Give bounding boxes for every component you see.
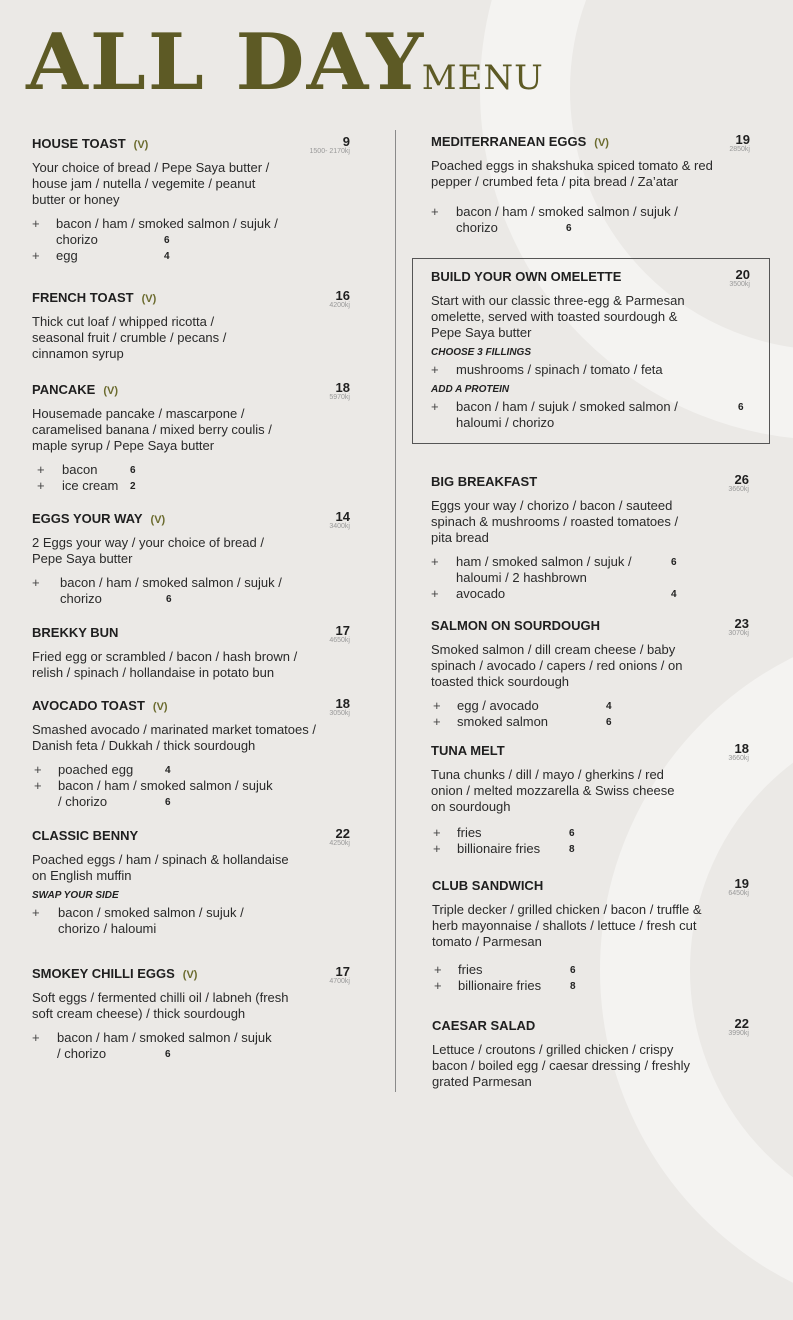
vegetarian-badge: (V) [182, 969, 198, 981]
addon [431, 825, 749, 841]
addon-price: 6 [569, 828, 575, 839]
item-kilojoules: 3660kj [728, 755, 749, 762]
plus-icon: + [34, 778, 42, 793]
item-price: 18 [335, 696, 350, 711]
addon [32, 462, 350, 478]
addon-price: 6 [165, 1049, 171, 1060]
item-price: 18 [734, 741, 749, 756]
menu-item-club-sandwich [432, 878, 749, 994]
addon [431, 586, 749, 602]
menu-item-caesar-salad [432, 1018, 749, 1090]
addon-price: 6 [130, 465, 136, 476]
addon [32, 478, 350, 494]
item-price: 22 [734, 1016, 749, 1031]
column-divider [395, 130, 396, 1092]
addon [32, 248, 350, 264]
item-description: Triple decker / grilled chicken / bacon / truffle & herb mayonnaise / shallots / lettuce / fresh cut tomato / Parmesan [432, 902, 702, 949]
addon [431, 841, 749, 857]
addon-text: egg / avocado [457, 698, 539, 713]
item-price: 17 [335, 623, 350, 638]
vegetarian-badge: (V) [150, 514, 166, 526]
menu-item-build-your-own-omelette [431, 269, 750, 431]
item-description: Smashed avocado / marinated market tomatoes / Danish feta / Dukkah / thick sourdough [32, 722, 316, 753]
addon-text: fries [457, 825, 482, 840]
item-name: SALMON ON SOURDOUGH [431, 618, 600, 633]
item-price: 26 [734, 472, 749, 487]
title-main: ALL DAY [26, 17, 426, 108]
item-kilojoules: 3990kj [728, 1030, 749, 1037]
item-kilojoules: 4700kj [329, 978, 350, 985]
addon-price: 4 [165, 765, 171, 776]
addon-text: poached egg [58, 762, 134, 777]
plus-icon: + [433, 698, 441, 713]
item-description: Poached eggs in shakshuka spiced tomato & red pepper / crumbed feta / pita bread / Za’atar [431, 158, 713, 189]
menu-item-avocado-toast [32, 698, 350, 810]
item-kilojoules: 4650kj [329, 637, 350, 644]
fillings-option [431, 362, 750, 378]
item-price: 14 [335, 509, 350, 524]
item-kilojoules: 4200kj [329, 302, 350, 309]
plus-icon: + [431, 362, 439, 377]
vegetarian-badge: (V) [103, 385, 118, 397]
item-name: SMOKEY CHILLI EGGS [32, 966, 175, 981]
menu-title [26, 17, 544, 108]
plus-icon: + [433, 841, 441, 856]
vegetarian-badge: (V) [141, 293, 157, 305]
menu-item-pancake [32, 382, 350, 494]
addon-text: avocado [456, 586, 506, 601]
plus-icon: + [431, 586, 439, 601]
menu-item-mediterranean-eggs [431, 134, 750, 236]
addon [432, 978, 749, 994]
plus-icon: + [37, 462, 45, 477]
addon-price: 6 [566, 223, 572, 234]
plus-icon: + [434, 978, 442, 993]
item-price: 22 [335, 826, 350, 841]
addon-price: 2 [130, 481, 136, 492]
addon-price: 4 [671, 589, 677, 600]
item-name: CAESAR SALAD [432, 1018, 536, 1033]
menu-item-classic-benny [32, 828, 350, 937]
menu-item-smokey-chilli-eggs [32, 966, 350, 1062]
plus-icon: + [431, 554, 439, 569]
addon [431, 698, 749, 714]
item-name: BREKKY BUN [32, 625, 119, 640]
addon [431, 204, 686, 236]
addon-text: ham / smoked salmon / sujuk / haloumi / 2 hashbrown [456, 554, 632, 585]
addon-price: 4 [606, 701, 612, 712]
fillings-label: CHOOSE 3 FILLINGS [431, 347, 532, 358]
item-price: 16 [335, 288, 350, 303]
item-price: 17 [335, 964, 350, 979]
menu-item-tuna-melt [431, 743, 749, 857]
addon-text: bacon / ham / smoked salmon / sujuk / chorizo [56, 216, 278, 247]
item-description: 2 Eggs your way / your choice of bread / Pepe Saya butter [32, 535, 264, 566]
item-description: Thick cut loaf / whipped ricotta / seasonal fruit / crumble / pecans / cinnamon syrup [32, 314, 227, 361]
plus-icon: + [433, 714, 441, 729]
addon [32, 1030, 277, 1062]
item-price: 20 [735, 267, 750, 282]
item-name: BUILD YOUR OWN OMELETTE [431, 269, 622, 284]
item-description: Eggs your way / chorizo / bacon / sauteed spinach & mushrooms / roasted tomatoes / pita bread [431, 498, 679, 545]
addon-text: bacon / ham / smoked salmon / sujuk / chorizo [60, 575, 282, 606]
addon-price: 6 [165, 797, 171, 808]
addon-price: 6 [166, 594, 172, 605]
item-kilojoules: 3660kj [728, 486, 749, 493]
item-description: Start with our classic three-egg & Parmesan omelette, served with toasted sourdough & Pepe Saya butter [431, 293, 685, 340]
item-description: Lettuce / croutons / grilled chicken / crispy bacon / boiled egg / caesar dressing / freshly grated Parmesan [432, 1042, 690, 1089]
addon [431, 554, 677, 586]
addon [431, 714, 749, 730]
vegetarian-badge: (V) [152, 701, 168, 713]
addon-text: mushrooms / spinach / tomato / feta [456, 362, 663, 377]
item-description: Poached eggs / ham / spinach & hollandaise on English muffin [32, 852, 289, 883]
menu-item-brekky-bun [32, 625, 350, 681]
item-name: CLUB SANDWICH [432, 878, 544, 893]
plus-icon: + [32, 216, 40, 231]
addon-price: 6 [671, 557, 677, 568]
menu-item-eggs-your-way [32, 511, 350, 607]
plus-icon: + [37, 478, 45, 493]
plus-icon: + [32, 575, 40, 590]
item-description: Soft eggs / fermented chilli oil / labneh (fresh soft cream cheese) / thick sourdough [32, 990, 289, 1021]
item-name: AVOCADO TOAST [32, 698, 145, 713]
addon-text: egg [56, 248, 78, 263]
item-name: BIG BREAKFAST [431, 474, 538, 489]
plus-icon: + [431, 204, 439, 219]
item-kilojoules: 2850kj [729, 146, 750, 153]
item-kilojoules: 3070kj [728, 630, 749, 637]
addon-price: 8 [570, 981, 576, 992]
plus-icon: + [32, 248, 40, 263]
addon-text: bacon [62, 462, 98, 477]
addon-text: bacon / ham / smoked salmon / sujuk / chorizo [456, 204, 678, 235]
addon-text: billionaire fries [458, 978, 542, 993]
item-kilojoules: 6450kj [728, 890, 749, 897]
item-name: MEDITERRANEAN EGGS [431, 134, 587, 149]
swap-side-label: SWAP YOUR SIDE [32, 890, 119, 901]
menu-item-big-breakfast [431, 474, 749, 602]
item-price: 9 [342, 134, 350, 149]
addon [32, 575, 290, 607]
item-name: FRENCH TOAST [32, 290, 134, 305]
item-kilojoules: 4250kj [329, 840, 350, 847]
item-kilojoules: 3500kj [729, 281, 750, 288]
protein-label: ADD A PROTEIN [431, 384, 510, 395]
vegetarian-badge: (V) [133, 139, 149, 151]
item-price: 19 [735, 132, 750, 147]
addon [32, 216, 286, 248]
addon-price: 6 [738, 402, 744, 413]
addon-price: 4 [164, 251, 170, 262]
addon-text: smoked salmon [457, 714, 549, 729]
addon-price: 6 [606, 717, 612, 728]
protein-option [431, 399, 744, 431]
menu-item-salmon-on-sourdough [431, 618, 749, 730]
item-name: EGGS YOUR WAY [32, 511, 143, 526]
item-description: Tuna chunks / dill / mayo / gherkins / red onion / melted mozzarella & Swiss cheese on sourdough [431, 767, 675, 814]
vegetarian-badge: (V) [594, 137, 609, 149]
item-description: Your choice of bread / Pepe Saya butter / house jam / nutella / vegemite / peanut butter or honey [32, 160, 270, 207]
plus-icon: + [32, 905, 40, 920]
item-kilojoules: 3050kj [329, 710, 350, 717]
item-name: TUNA MELT [431, 743, 505, 758]
addon [432, 962, 749, 978]
addon-text: bacon / smoked salmon / sujuk / chorizo / haloumi [58, 905, 244, 936]
item-price: 23 [734, 616, 749, 631]
addon-text: bacon / ham / smoked salmon / sujuk / chorizo [58, 778, 273, 809]
item-name: CLASSIC BENNY [32, 828, 139, 843]
addon-text: fries [458, 962, 483, 977]
addon-text: bacon / ham / smoked salmon / sujuk / chorizo [57, 1030, 272, 1061]
item-description: Housemade pancake / mascarpone / caramelised banana / mixed berry coulis / maple syrup / Pepe Saya butter [32, 406, 272, 453]
item-price: 18 [335, 380, 350, 395]
addon-text: billionaire fries [457, 841, 541, 856]
item-description: Fried egg or scrambled / bacon / hash brown / relish / spinach / hollandaise in potato bun [32, 649, 298, 680]
plus-icon: + [32, 1030, 40, 1045]
item-kilojoules: 3400kj [329, 523, 350, 530]
plus-icon: + [433, 825, 441, 840]
item-kilojoules: 1500- 2170kj [309, 148, 350, 155]
addon-text: ice cream [62, 478, 119, 493]
addon-price: 6 [164, 235, 170, 246]
addon [32, 905, 268, 937]
addon [32, 778, 278, 810]
plus-icon: + [431, 399, 439, 414]
addon-price: 6 [570, 965, 576, 976]
item-description: Smoked salmon / dill cream cheese / baby spinach / avocado / capers / red onions / on toasted thick sourdough [431, 642, 683, 689]
title-sub: MENU [421, 58, 544, 98]
addon-text: bacon / ham / sujuk / smoked salmon / haloumi / chorizo [456, 399, 678, 430]
item-price: 19 [734, 876, 749, 891]
item-kilojoules: 5970kj [329, 394, 350, 401]
addon-price: 8 [569, 844, 575, 855]
menu-item-french-toast [32, 290, 350, 362]
addon [32, 762, 350, 778]
item-name: PANCAKE [32, 382, 96, 397]
plus-icon: + [434, 962, 442, 977]
menu-item-house-toast [32, 136, 350, 264]
plus-icon: + [34, 762, 42, 777]
item-name: HOUSE TOAST [32, 136, 126, 151]
